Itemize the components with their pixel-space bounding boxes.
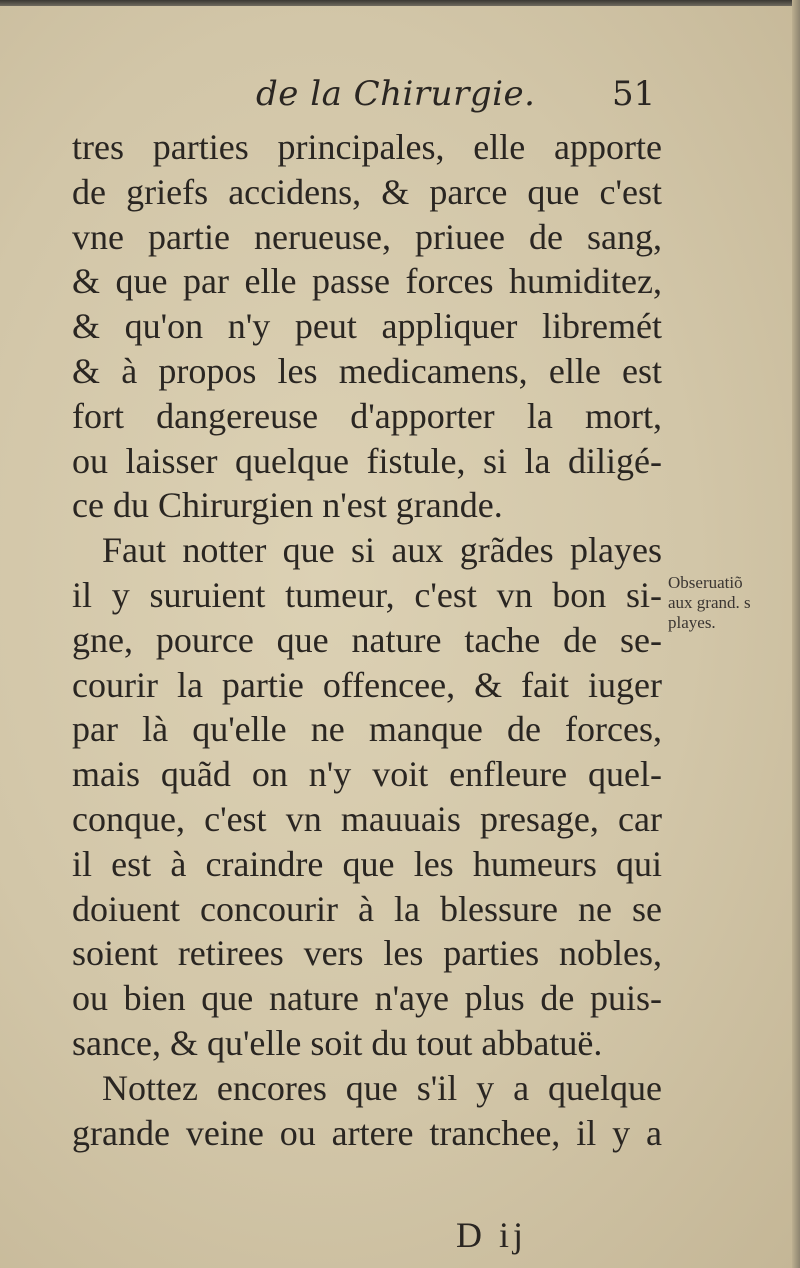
text-line: gne, pource que nature tache de se- (72, 619, 662, 660)
text-line: il y suruient tumeur, c'est vn bon si- (72, 574, 662, 615)
text-line: vne partie nerueuse, priuee de sang, (72, 216, 662, 257)
text-line: il est à craindre que les humeurs qui (72, 843, 662, 884)
text-line: par là qu'elle ne manque de forces, (72, 709, 662, 750)
margin-note-line: aux grand. s (668, 593, 751, 612)
text-line: courir la partie offencee, & fait iuger (72, 664, 662, 705)
text-line: mais quãd on n'y voit enfleure quel- (72, 754, 662, 795)
page-right-edge (792, 0, 800, 1268)
text-line: tres parties principales, elle apporte (72, 127, 662, 167)
text-line: & qu'on n'y peut appliquer libremét (72, 306, 662, 347)
text-line: soient retirees vers les parties nobles, (72, 933, 662, 974)
text-line: Faut notter que si aux grãdes playes (102, 530, 662, 571)
margin-note-line: playes. (668, 613, 716, 632)
margin-note-line: Obseruatiõ (668, 573, 743, 592)
text-line: & à propos les medicamens, elle est (72, 350, 662, 391)
text-line: Nottez encores que s'il y a quelque (102, 1067, 662, 1108)
body-text (72, 125, 662, 1155)
text-line: conque, c'est vn mauuais presage, car (72, 798, 662, 839)
signature-mark: D ij (456, 1215, 528, 1255)
text-line: & que par elle passe forces humiditez, (72, 261, 662, 302)
text-line: ou laisser quelque fistule, si la diligé- (72, 440, 662, 481)
margin-note (668, 573, 788, 633)
text-line: de griefs accidens, & parce que c'est (72, 171, 662, 212)
running-title: de la Chirurgie. (256, 74, 536, 114)
page-top-edge (0, 0, 800, 6)
running-header (0, 74, 800, 124)
page-number: 51 (612, 74, 656, 114)
text-line: grande veine ou artere tranchee, il y a (72, 1112, 662, 1153)
text-line: ce du Chirurgien n'est grande. (72, 485, 503, 526)
text-line: ou bien que nature n'aye plus de puis- (72, 978, 662, 1019)
text-line: sance, & qu'elle soit du tout abbatuë. (72, 1022, 603, 1063)
text-line: doiuent concourir à la blessure ne se (72, 888, 662, 929)
text-line: fort dangereuse d'apporter la mort, (72, 395, 662, 436)
